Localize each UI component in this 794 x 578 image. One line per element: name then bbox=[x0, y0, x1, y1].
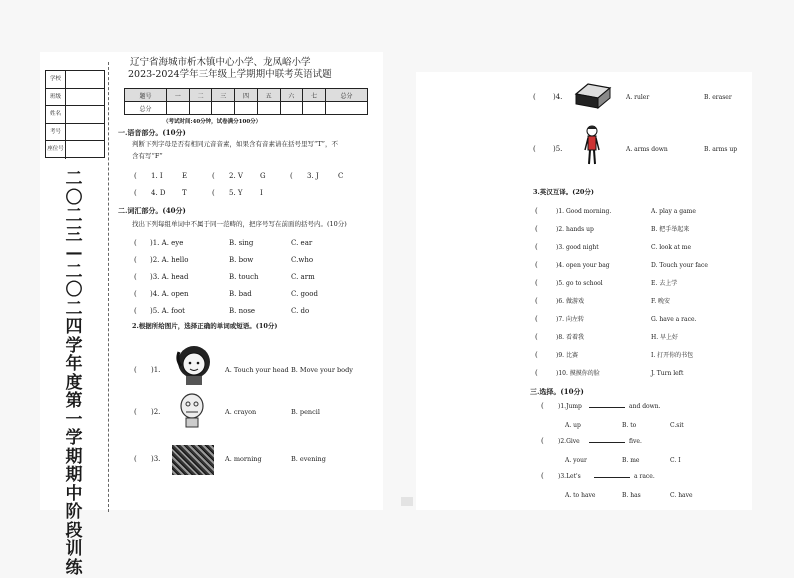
choice-option-c: C. I bbox=[670, 457, 681, 464]
answer-bracket[interactable]: ( bbox=[134, 366, 137, 374]
choice-option-b: B. me bbox=[622, 457, 640, 464]
vertical-title-char: 〇 bbox=[65, 280, 83, 300]
vertical-title-char: 阶 bbox=[65, 502, 83, 522]
choice-question-end: a race. bbox=[634, 473, 655, 480]
picture-item-number: )3. bbox=[151, 455, 161, 463]
phonics-item-letter: T bbox=[182, 189, 187, 197]
vertical-title-char: 学 bbox=[65, 335, 83, 356]
vertical-title-char: 度 bbox=[65, 372, 83, 393]
score-cell[interactable] bbox=[212, 102, 235, 115]
info-label: 姓名 bbox=[46, 106, 66, 123]
translation-option: H. 早上好 bbox=[651, 334, 679, 341]
picture-item-number: )2. bbox=[151, 408, 161, 416]
picture-item-number: )5. bbox=[553, 145, 563, 153]
vocab-option-c: C. ear bbox=[291, 239, 313, 247]
eraser-icon bbox=[572, 82, 612, 110]
vertical-title-char: 学 bbox=[65, 428, 83, 448]
translation-option: I. 打开你的书包 bbox=[651, 352, 694, 359]
fill-blank[interactable] bbox=[589, 437, 625, 443]
translation-item: )3. good night bbox=[556, 244, 599, 251]
translation-option: J. Turn left bbox=[651, 370, 684, 377]
phonics-item-number: 4. D bbox=[151, 189, 166, 197]
answer-bracket[interactable]: ( bbox=[533, 145, 536, 153]
choice-question-end: five. bbox=[629, 438, 642, 445]
vertical-title-char: 三 bbox=[65, 224, 83, 245]
vertical-title-char: 二 bbox=[65, 169, 83, 189]
choice-option-a: A. to have bbox=[565, 492, 596, 499]
binding-line bbox=[108, 62, 109, 512]
answer-bracket[interactable]: ( bbox=[290, 172, 293, 180]
choice-option-a: A. up bbox=[565, 422, 581, 429]
section1-heading: 一.语音部分。(10分) bbox=[118, 128, 186, 137]
picture-option-b: B. eraser bbox=[704, 94, 732, 101]
answer-bracket[interactable]: ( bbox=[541, 472, 544, 480]
answer-bracket[interactable]: ( bbox=[535, 207, 538, 215]
answer-bracket[interactable]: ( bbox=[541, 402, 544, 410]
vertical-title-char: 期 bbox=[65, 465, 83, 485]
vocab-option-b: B. sing bbox=[229, 239, 254, 247]
vocab-option-c: C. good bbox=[291, 290, 318, 298]
phonics-item-letter: I bbox=[260, 189, 263, 197]
answer-bracket[interactable]: ( bbox=[134, 172, 137, 180]
picture-option-a: A. arms down bbox=[626, 146, 668, 153]
translation-item: )4. open your bag bbox=[556, 262, 610, 269]
vertical-title-char: 练 bbox=[65, 557, 83, 578]
picture-option-a: A. crayon bbox=[225, 408, 257, 416]
score-cell[interactable] bbox=[303, 102, 326, 115]
picture-option-b: B. pencil bbox=[291, 408, 320, 416]
student-info-box bbox=[45, 70, 105, 158]
info-label: 考号 bbox=[46, 124, 66, 141]
choice-question-end: and down. bbox=[629, 403, 661, 410]
answer-bracket[interactable]: ( bbox=[535, 225, 538, 233]
score-cell[interactable] bbox=[257, 102, 280, 115]
phonics-item-letter: C bbox=[338, 172, 344, 180]
score-cell[interactable] bbox=[325, 102, 367, 115]
vertical-title-char: 二 bbox=[65, 298, 83, 319]
phonics-item-number: 2. V bbox=[229, 172, 243, 180]
translation-option: E. 去上学 bbox=[651, 280, 678, 287]
score-header-cell: 五 bbox=[257, 89, 280, 102]
score-table bbox=[124, 88, 368, 115]
picture-option-b: B. Move your body bbox=[291, 366, 353, 374]
picture-option-a: A. ruler bbox=[626, 94, 650, 101]
translation-option: D. Touch your face bbox=[651, 262, 708, 269]
vertical-title-char: 中 bbox=[65, 483, 83, 504]
phonics-item-letter: G bbox=[260, 172, 266, 180]
answer-bracket[interactable]: ( bbox=[535, 279, 538, 287]
picture-option-a: A. morning bbox=[225, 455, 262, 463]
score-cell[interactable] bbox=[189, 102, 212, 115]
school-name: 辽宁省海城市析木镇中心小学、龙凤峪小学 bbox=[130, 57, 311, 68]
info-row bbox=[46, 124, 104, 142]
morning-picture-icon bbox=[172, 445, 214, 475]
answer-bracket[interactable]: ( bbox=[535, 351, 538, 359]
vertical-title-char: — bbox=[65, 243, 83, 263]
score-header-cell: 一 bbox=[167, 89, 190, 102]
boy-arms-down-icon bbox=[582, 124, 602, 166]
section2-q3-heading: 3.英汉互译。(20分) bbox=[533, 188, 594, 196]
section1-instruction: 判断下列字母是否有相同元音音素，如果含有音素请在括号里写“T”，不 bbox=[132, 140, 338, 148]
answer-bracket[interactable]: ( bbox=[134, 408, 137, 416]
vertical-title-char: 四 bbox=[65, 317, 83, 337]
section1-instruction-cont: 含有写“F” bbox=[132, 152, 163, 160]
exam-note: （考试时间:40分钟，试卷满分100分） bbox=[163, 119, 262, 125]
vertical-title-char: 一 bbox=[65, 409, 83, 430]
translation-item: )6. 做游戏 bbox=[556, 298, 584, 305]
answer-bracket[interactable]: ( bbox=[134, 290, 137, 298]
picture-item-number: )1. bbox=[151, 366, 161, 374]
score-header-cell: 六 bbox=[280, 89, 303, 102]
info-row bbox=[46, 141, 104, 159]
answer-bracket[interactable]: ( bbox=[535, 333, 538, 341]
info-row bbox=[46, 106, 104, 124]
vertical-title-char: 段 bbox=[65, 520, 83, 541]
answer-bracket[interactable]: ( bbox=[535, 297, 538, 305]
translation-option: B. 把手举起来 bbox=[651, 226, 690, 233]
score-cell[interactable] bbox=[167, 102, 190, 115]
fill-blank[interactable] bbox=[589, 402, 625, 408]
choice-option-a: A. your bbox=[565, 457, 587, 464]
translation-option: C. look at me bbox=[651, 244, 692, 251]
answer-bracket[interactable]: ( bbox=[533, 93, 536, 101]
answer-bracket[interactable]: ( bbox=[535, 261, 538, 269]
vocab-option-a: )2. A. hello bbox=[150, 256, 189, 264]
answer-bracket[interactable]: ( bbox=[212, 172, 215, 180]
translation-option: G. have a race. bbox=[651, 316, 697, 323]
score-header-cell: 四 bbox=[235, 89, 258, 102]
vertical-title-char: 训 bbox=[65, 539, 83, 559]
translation-item: )7. 向左转 bbox=[556, 316, 584, 323]
translation-item: )1. Good morning. bbox=[556, 208, 612, 215]
choice-question-start: )2.Give bbox=[558, 438, 580, 445]
choice-option-b: B. to bbox=[622, 422, 637, 429]
vocab-option-a: )1. A. eye bbox=[150, 239, 184, 247]
vocab-option-c: C.who bbox=[291, 256, 314, 264]
vocab-option-b: B. bow bbox=[229, 256, 254, 264]
info-row bbox=[46, 89, 104, 107]
answer-bracket[interactable]: ( bbox=[134, 239, 137, 247]
page-divider-mark bbox=[401, 497, 413, 506]
vertical-title-char: 期 bbox=[65, 446, 83, 467]
phonics-item-number: 3. J bbox=[307, 172, 319, 180]
translation-option: A. play a game bbox=[651, 208, 696, 215]
vocab-option-a: )4. A. open bbox=[150, 290, 189, 298]
answer-bracket[interactable]: ( bbox=[134, 273, 137, 281]
vocab-option-c: C. do bbox=[291, 307, 310, 315]
translation-item: )2. hands up bbox=[556, 226, 594, 233]
vocab-option-c: C. arm bbox=[291, 273, 315, 281]
choice-option-c: C. have bbox=[670, 492, 693, 499]
vocab-option-b: B. nose bbox=[229, 307, 256, 315]
translation-item: )10. 摸摸你的脸 bbox=[556, 370, 600, 377]
score-cell[interactable] bbox=[280, 102, 303, 115]
score-header-cell: 七 bbox=[303, 89, 326, 102]
score-cell[interactable] bbox=[235, 102, 258, 115]
picture-option-a: A. Touch your head bbox=[225, 366, 289, 374]
score-row-label: 总分 bbox=[125, 102, 167, 115]
translation-option: F. 晚安 bbox=[651, 298, 671, 305]
vertical-title-char: 〇 bbox=[65, 187, 83, 208]
section2-heading: 二.词汇部分。(40分) bbox=[118, 206, 186, 215]
answer-bracket[interactable]: ( bbox=[535, 243, 538, 251]
answer-bracket[interactable]: ( bbox=[134, 307, 137, 315]
section2-instruction: 找出下列每组单词中不属于同一范畴的，把序号写在前面的括号内。(10分) bbox=[132, 220, 347, 228]
vertical-term-title bbox=[62, 170, 86, 577]
phonics-item-letter: E bbox=[182, 172, 188, 180]
choice-question-start: )1.Jump bbox=[558, 403, 582, 410]
vertical-title-char: 第 bbox=[65, 391, 83, 411]
score-header-cell: 总分 bbox=[325, 89, 367, 102]
picture-option-b: B. arms up bbox=[704, 146, 738, 153]
girl-touching-head-icon bbox=[173, 342, 215, 386]
info-label: 座位号 bbox=[46, 141, 66, 159]
choice-question-start: )3.Let's bbox=[558, 473, 581, 480]
score-header-cell: 三 bbox=[212, 89, 235, 102]
fill-blank[interactable] bbox=[594, 472, 630, 478]
answer-bracket[interactable]: ( bbox=[134, 189, 137, 197]
phonics-item-number: 5. Y bbox=[229, 189, 243, 197]
info-label: 学校 bbox=[46, 71, 66, 88]
section2-q2-heading: 2.根据所给图片，选择正确的单词或短语。(10分) bbox=[132, 322, 278, 330]
vertical-title-char: 二 bbox=[65, 206, 83, 226]
answer-bracket[interactable]: ( bbox=[212, 189, 215, 197]
picture-option-b: B. evening bbox=[291, 455, 326, 463]
choice-option-b: B. has bbox=[622, 492, 641, 499]
answer-bracket[interactable]: ( bbox=[134, 455, 137, 463]
answer-bracket[interactable]: ( bbox=[535, 369, 538, 377]
picture-item-number: )4. bbox=[553, 93, 563, 101]
vocab-option-b: B. touch bbox=[229, 273, 259, 281]
answer-bracket[interactable]: ( bbox=[134, 256, 137, 264]
score-header-cell: 二 bbox=[189, 89, 212, 102]
translation-item: )9. 比赛 bbox=[556, 352, 578, 359]
crayon-drawing-icon bbox=[176, 392, 208, 428]
info-label: 班级 bbox=[46, 89, 66, 106]
vocab-option-a: )3. A. head bbox=[150, 273, 189, 281]
vertical-title-char: 年 bbox=[65, 354, 83, 374]
vocab-option-b: B. bad bbox=[229, 290, 252, 298]
info-row bbox=[46, 71, 104, 89]
translation-item: )8. 看着我 bbox=[556, 334, 584, 341]
choice-option-c: C.sit bbox=[670, 422, 684, 429]
answer-bracket[interactable]: ( bbox=[541, 437, 544, 445]
vocab-option-a: )5. A. foot bbox=[150, 307, 185, 315]
vertical-title-char: 二 bbox=[65, 261, 83, 282]
translation-item: )5. go to school bbox=[556, 280, 603, 287]
score-header-cell: 题号 bbox=[125, 89, 167, 102]
answer-bracket[interactable]: ( bbox=[535, 315, 538, 323]
phonics-item-number: 1. I bbox=[151, 172, 163, 180]
section3-heading: 三.选择。(10分) bbox=[530, 387, 584, 396]
exam-title: 2023-2024学年三年级上学期期中联考英语试题 bbox=[128, 69, 332, 80]
